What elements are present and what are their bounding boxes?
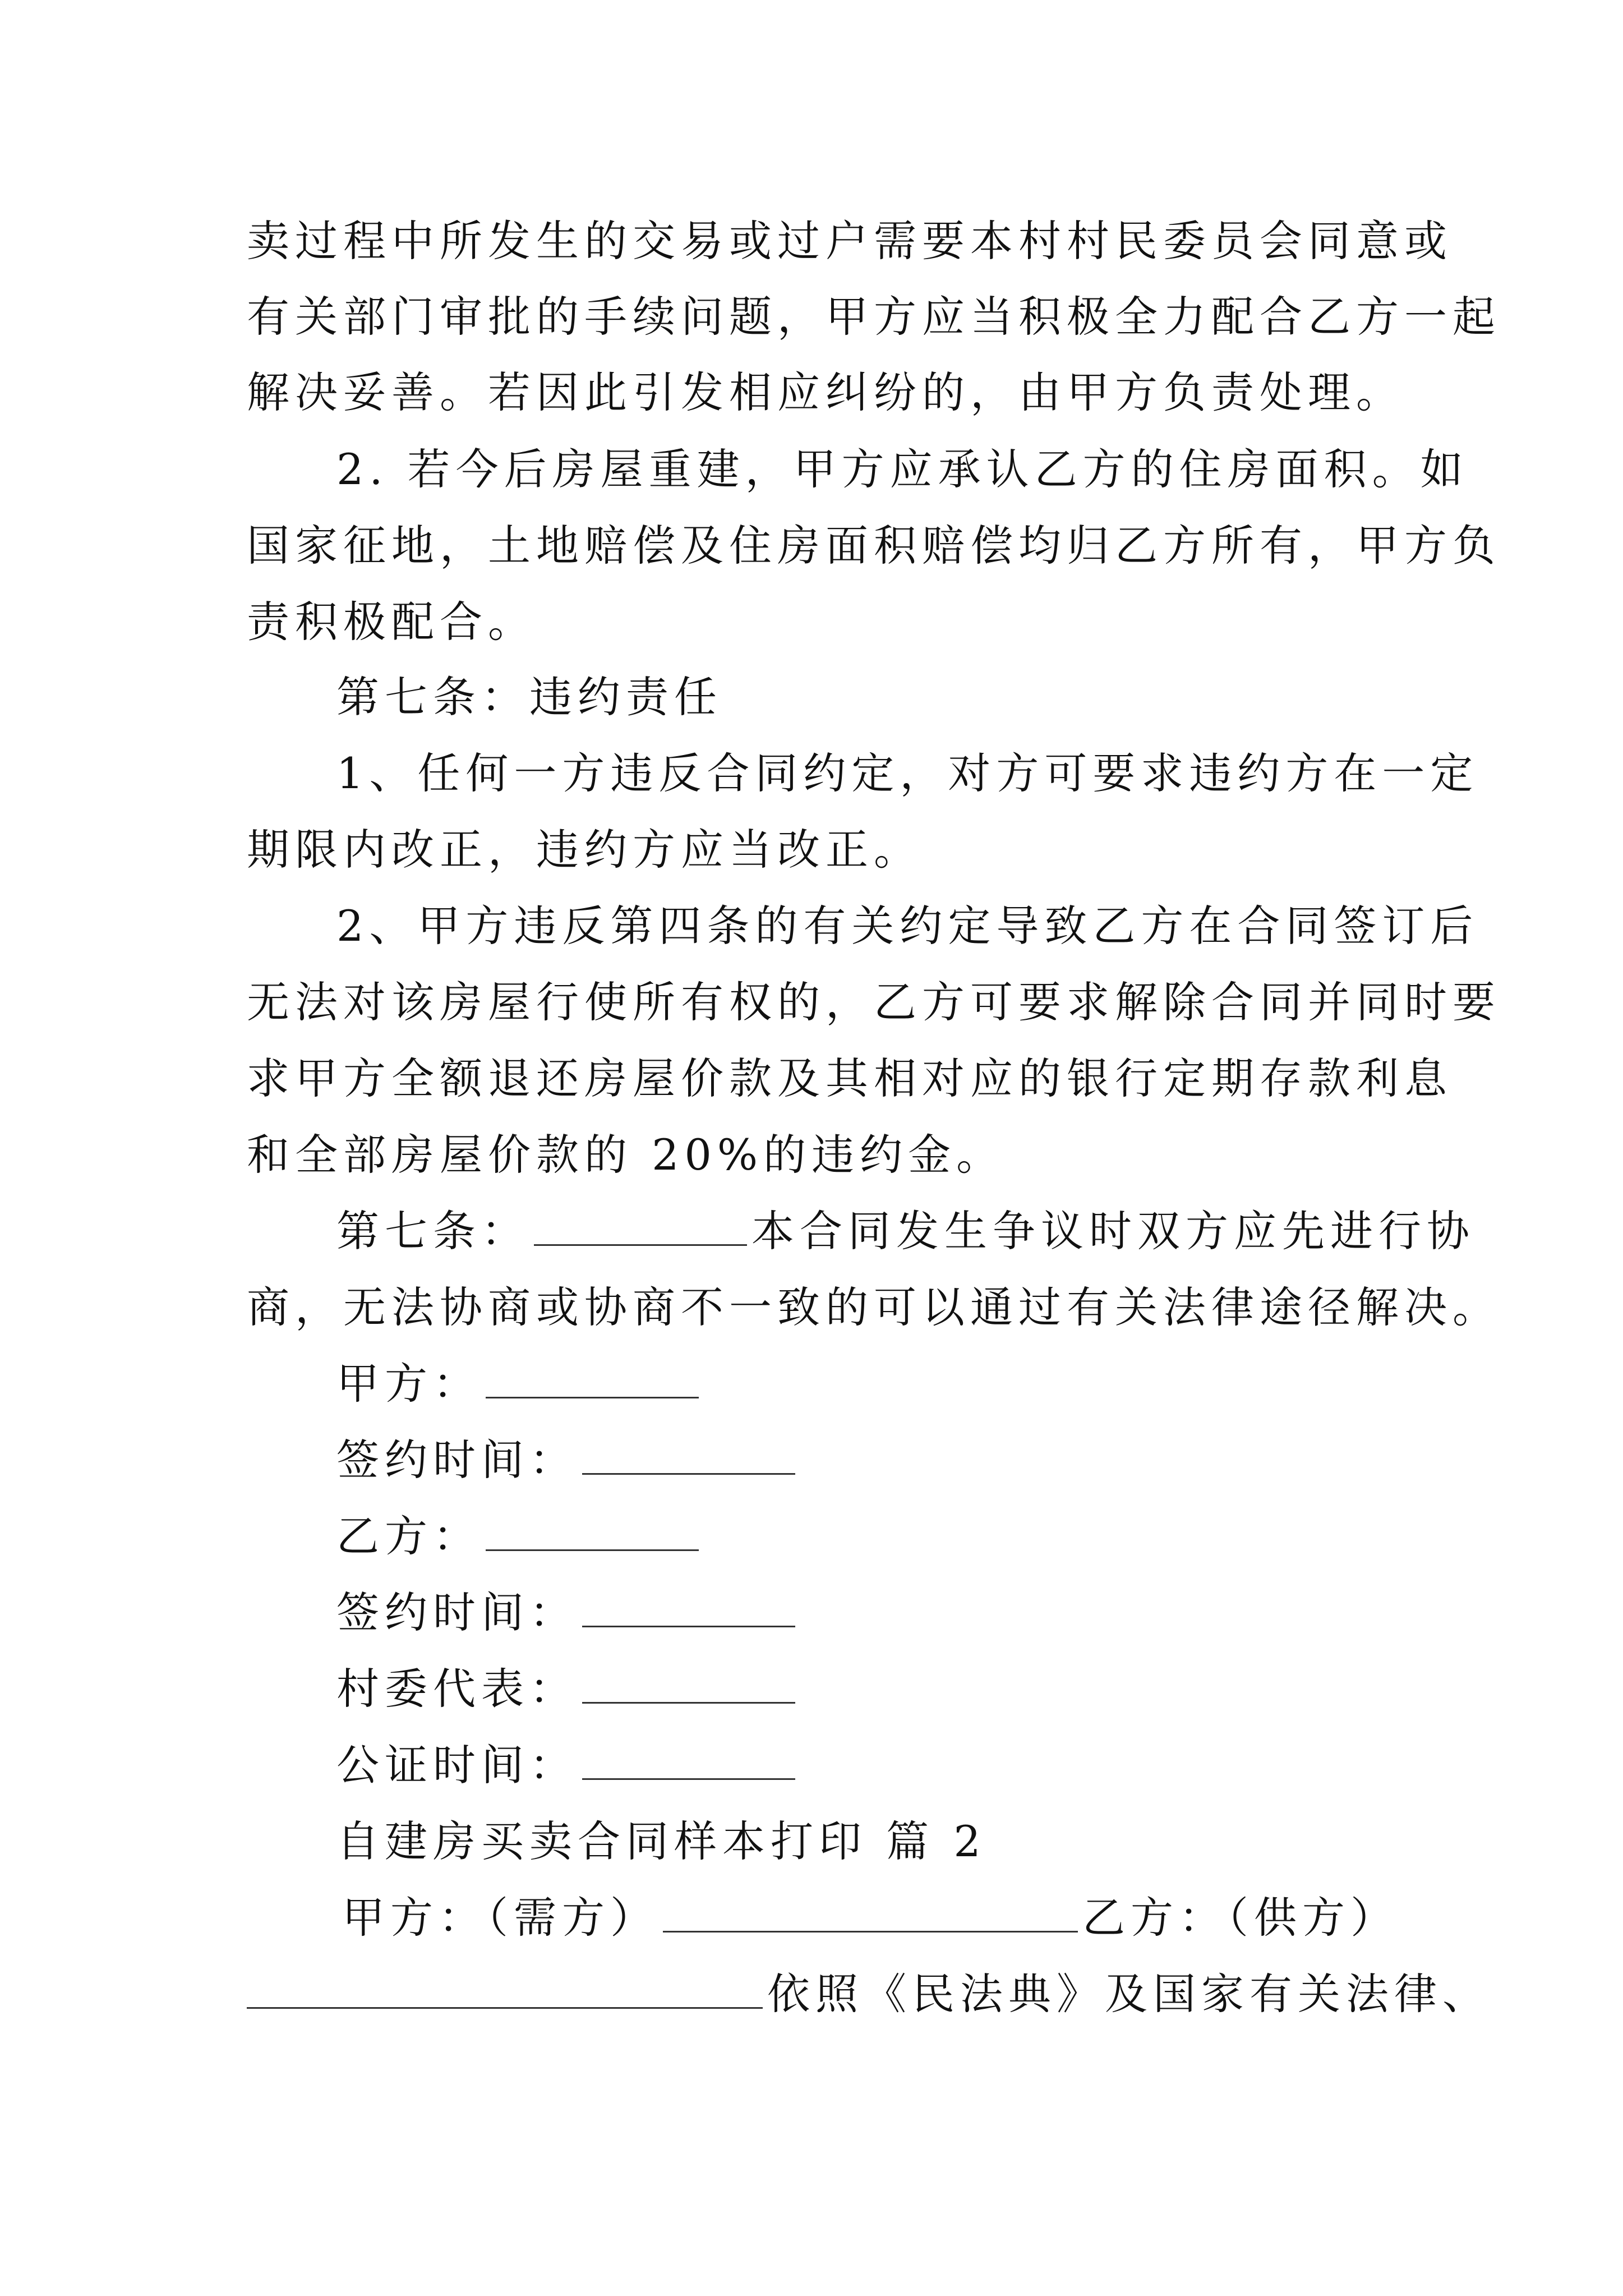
signature-party-a bbox=[336, 1359, 1380, 1409]
paragraph-line: 国家征地，土地赔偿及住房面积赔偿均归乙方所有，甲方负 bbox=[247, 521, 1501, 570]
signature-label: 签约时间： bbox=[336, 1435, 578, 1485]
paragraph-line: 有关部门审批的手续问题，甲方应当积极全力配合乙方一起 bbox=[247, 292, 1501, 342]
signature-notary-date bbox=[336, 1740, 1380, 1791]
blank-field bbox=[582, 1591, 795, 1627]
paragraph-line: 1、任何一方违反合同约定，对方可要求违约方在一定 bbox=[336, 748, 1479, 798]
article-7b-prefix: 第七条： bbox=[336, 1206, 529, 1256]
party-b-label: 乙方：（供方） bbox=[1082, 1893, 1399, 1943]
blank-field bbox=[582, 1743, 795, 1780]
signature-label: 签约时间： bbox=[336, 1588, 578, 1637]
section-title: 自建房买卖合同样本打印 篇 2 bbox=[336, 1816, 986, 1866]
paragraph-line: 和全部房屋价款的 20%的违约金。 bbox=[247, 1130, 1005, 1180]
paragraph-line: 解决妥善。若因此引发相应纠纷的，由甲方负责处理。 bbox=[247, 367, 1404, 417]
paragraph-line: 2、甲方违反第四条的有关约定导致乙方在合同签订后 bbox=[336, 901, 1479, 951]
party-a-label: 甲方：（需方） bbox=[342, 1893, 658, 1943]
signature-label: 公证时间： bbox=[336, 1740, 578, 1790]
paragraph-line: 商，无法协商或协商不一致的可以通过有关法律途径解决。 bbox=[247, 1282, 1501, 1332]
paragraph-line: 求甲方全额退还房屋价款及其相对应的银行定期存款利息 bbox=[247, 1053, 1453, 1103]
paragraph-line: 期限内改正，违约方应当改正。 bbox=[247, 825, 922, 875]
blank-field bbox=[486, 1362, 699, 1398]
article-heading: 第七条：违约责任 bbox=[336, 672, 722, 722]
paragraph-line: 2. 若今后房屋重建，甲方应承认乙方的住房面积。如 bbox=[336, 444, 1469, 494]
paragraph-line: 无法对该房屋行使所有权的，乙方可要求解除合同并同时要 bbox=[247, 977, 1501, 1027]
blank-field bbox=[663, 1896, 1078, 1932]
blank-field bbox=[247, 1972, 763, 2009]
party-line bbox=[342, 1893, 1399, 1943]
blank-field bbox=[582, 1667, 795, 1704]
paragraph-line: 卖过程中所发生的交易或过户需要本村村民委员会同意或 bbox=[247, 216, 1453, 266]
article-7b-suffix: 本合同发生争议时双方应先进行协 bbox=[751, 1206, 1475, 1256]
article-7b-line bbox=[336, 1206, 1475, 1257]
blank-field bbox=[534, 1209, 747, 1246]
party-line-continued bbox=[247, 1969, 1491, 2019]
blank-field bbox=[582, 1438, 795, 1475]
signature-date-a bbox=[336, 1435, 1380, 1485]
signature-party-b bbox=[336, 1511, 1380, 1562]
signature-label: 甲方： bbox=[336, 1359, 481, 1409]
legal-basis-text: 依照《民法典》及国家有关法律、 bbox=[767, 1969, 1491, 2019]
signature-date-b bbox=[336, 1588, 1380, 1638]
paragraph-line: 责积极配合。 bbox=[247, 597, 536, 647]
blank-field bbox=[486, 1515, 699, 1551]
signature-village-rep bbox=[336, 1664, 1380, 1714]
signature-label: 乙方： bbox=[336, 1511, 481, 1561]
signature-label: 村委代表： bbox=[336, 1664, 578, 1714]
